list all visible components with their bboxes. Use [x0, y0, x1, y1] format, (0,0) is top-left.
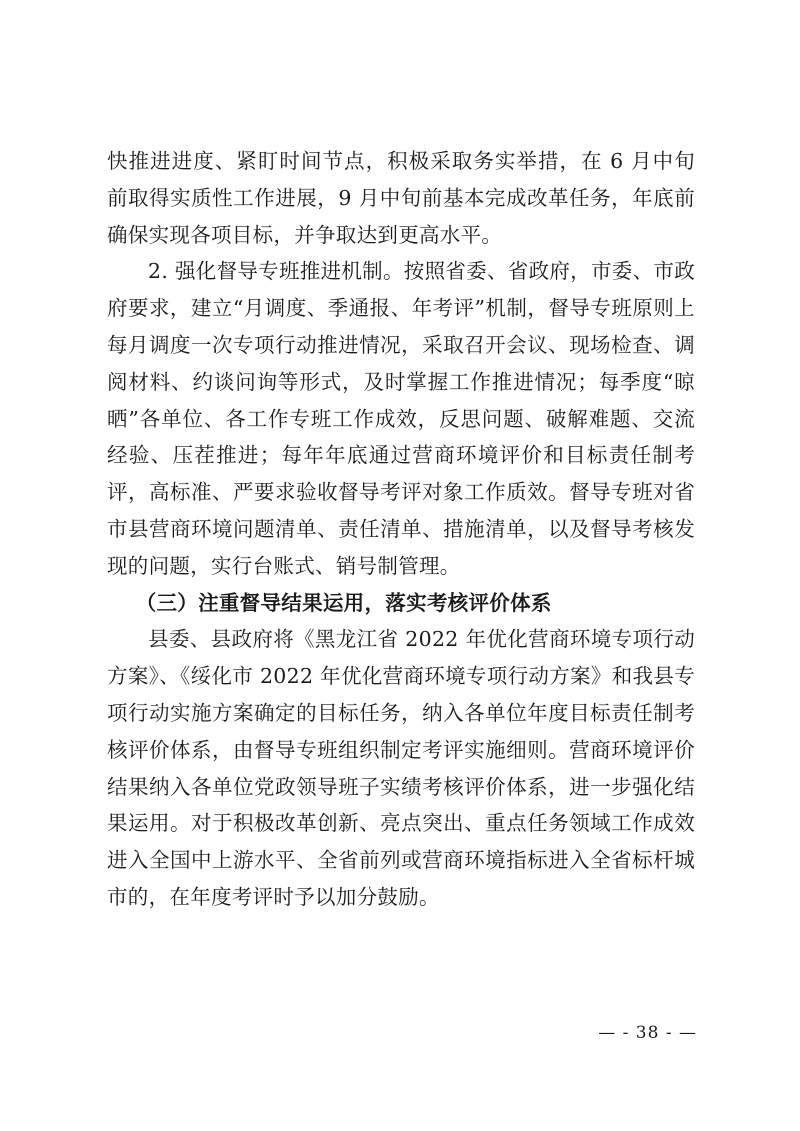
- paragraph-supervision-mechanism: 2. 强化督导专班推进机制。按照省委、省政府，市委、市政府要求，建立“月调度、季通报、年考评”机制，督导专班原则上每月调度一次专项行动推进情况，采取召开会议、现场检查、调阅材料、约谈问询等形式，及时掌握工作推进情况；每季度“晾晒”各单位、各工作专班工作成效，反思问题、破解难题、交流经验、压茬推进；每年年底通过营商环境评价和目标责任制考评，高标准、严要求验收督导考评对象工作质效。督导专班对省市县营商环境问题清单、责任清单、措施清单，以及督导考核发现的问题，实行台账式、销号制管理。: [107, 259, 695, 578]
- document-body: [107, 143, 695, 916]
- section-heading: （三）注重督导结果运用，落实考核评价体系: [135, 590, 552, 615]
- paragraph-evaluation-system: 县委、县政府将《黑龙江省 2022 年优化营商环境专项行动方案》、《绥化市 2022 年优化营商环境专项行动方案》和我县专项行动实施方案确定的目标任务，纳入各单位年度目标责任制考核评价体系，由督导专班组织制定考评实施细则。营商环境评价结果纳入各单位党政领导班子实绩考核评价体系，进一步强化结果运用。对于积极改革创新、亮点突出、重点任务领域工作成效进入全国中上游水平、全省前列或营商环境指标进入全省标杆城市的，在年度考评时予以加分鼓励。: [107, 627, 695, 909]
- paragraph-continuation: 快推进进度、紧盯时间节点，积极采取务实举措，在 6 月中旬前取得实质性工作进展，9 月中旬前基本完成改革任务，年底前确保实现各项目标，并争取达到更高水平。: [107, 149, 695, 247]
- page-number: — - 38 - —: [598, 1023, 697, 1043]
